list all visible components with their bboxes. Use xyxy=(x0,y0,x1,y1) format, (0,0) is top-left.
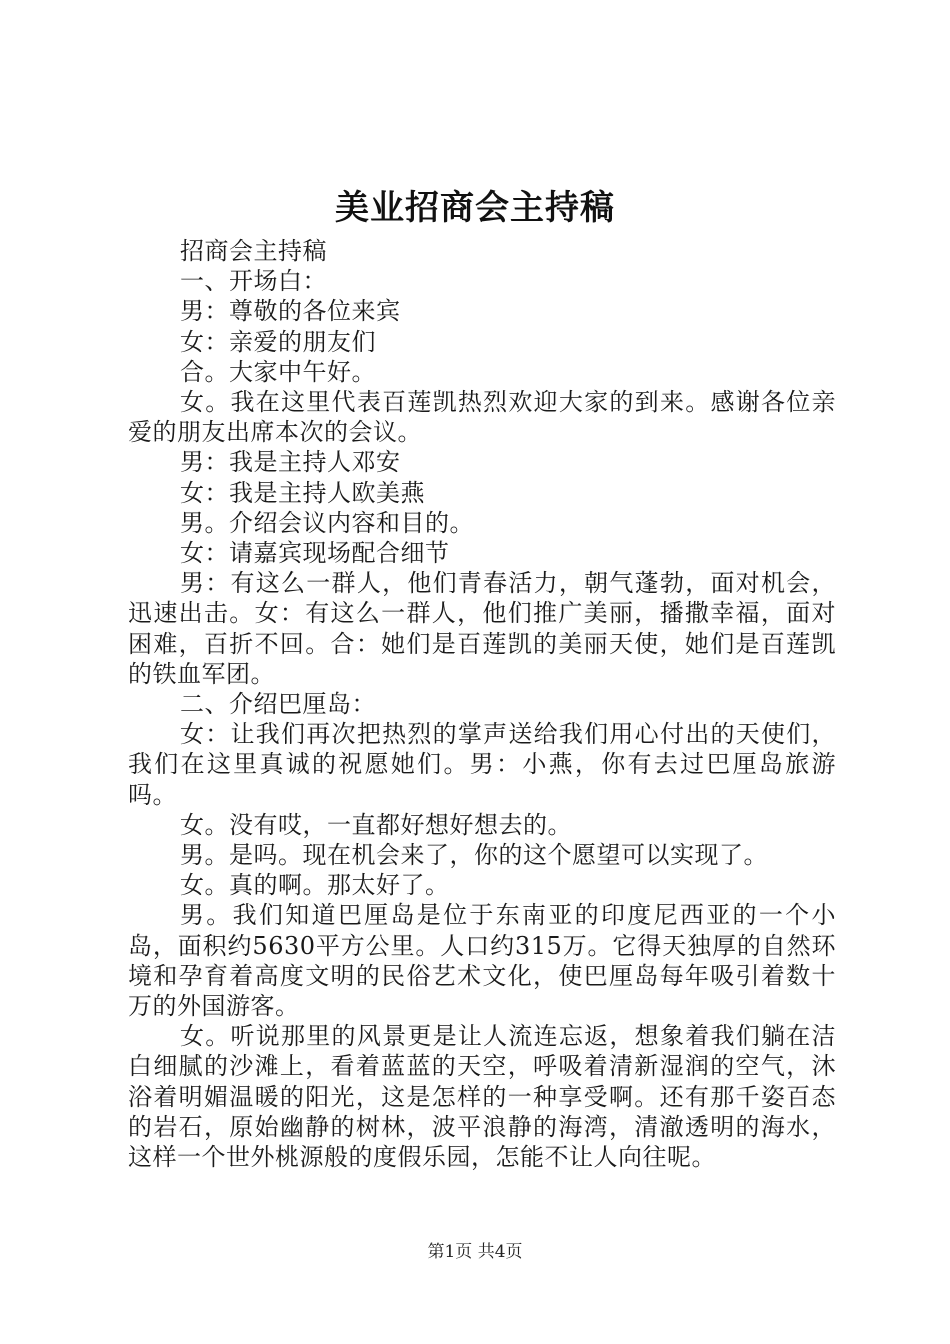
paragraph: 男：我是主持人邓安 xyxy=(180,448,401,477)
paragraph: 男：有这么一群人，他们青春活力，朝气蓬勃，面对机会，迅速出击。女：有这么一群人，他们推广美丽，播撒幸福，面对困难，百折不回。合：她们是百莲凯的美丽天使，她们是百莲凯的铁血军团。 xyxy=(128,569,836,688)
paragraph: 女：亲爱的朋友们 xyxy=(180,327,376,356)
paragraph: 女。我在这里代表百莲凯热烈欢迎大家的到来。感谢各位亲爱的朋友出席本次的会议。 xyxy=(128,388,836,447)
paragraph: 男。是吗。现在机会来了，你的这个愿望可以实现了。 xyxy=(180,841,768,870)
paragraph: 合。大家中午好。 xyxy=(180,357,376,386)
paragraph: 女。听说那里的风景更是让人流连忘返，想象着我们躺在洁白细腻的沙滩上，看着蓝蓝的天空，呼吸着清新湿润的空气，沐浴着明媚温暖的阳光，这是怎样的一种享受啊。还有那千姿百态的岩石，原始幽静的树林，波平浪静的海湾，清澈透明的海水，这样一个世外桃源般的度假乐园，怎能不让人向往呢。 xyxy=(128,1022,836,1172)
paragraph: 一、开场白： xyxy=(180,267,327,296)
paragraph: 二、介绍巴厘岛： xyxy=(180,690,376,719)
paragraph: 男。介绍会议内容和目的。 xyxy=(180,508,474,537)
document-title: 美业招商会主持稿 xyxy=(335,188,615,228)
paragraph: 女。真的啊。那太好了。 xyxy=(180,871,450,900)
paragraph: 男：尊敬的各位来宾 xyxy=(180,297,401,326)
paragraph: 女。没有哎，一直都好想好想去的。 xyxy=(180,810,572,839)
paragraph: 女：我是主持人欧美燕 xyxy=(180,478,425,507)
page-footer: 第1页 共4页 xyxy=(427,1242,523,1262)
paragraph: 男。我们知道巴厘岛是位于东南亚的印度尼西亚的一个小岛，面积约5630平方公里。人口约315万。它得天独厚的自然环境和孕育着高度文明的民俗艺术文化，使巴厘岛每年吸引着数十万的外国游客。 xyxy=(128,901,836,1021)
paragraph: 女：请嘉宾现场配合细节 xyxy=(180,539,450,568)
paragraph: 女：让我们再次把热烈的掌声送给我们用心付出的天使们，我们在这里真诚的祝愿她们。男：小燕，你有去过巴厘岛旅游吗。 xyxy=(128,720,836,809)
document-body xyxy=(128,236,836,1172)
paragraph: 招商会主持稿 xyxy=(180,237,327,265)
